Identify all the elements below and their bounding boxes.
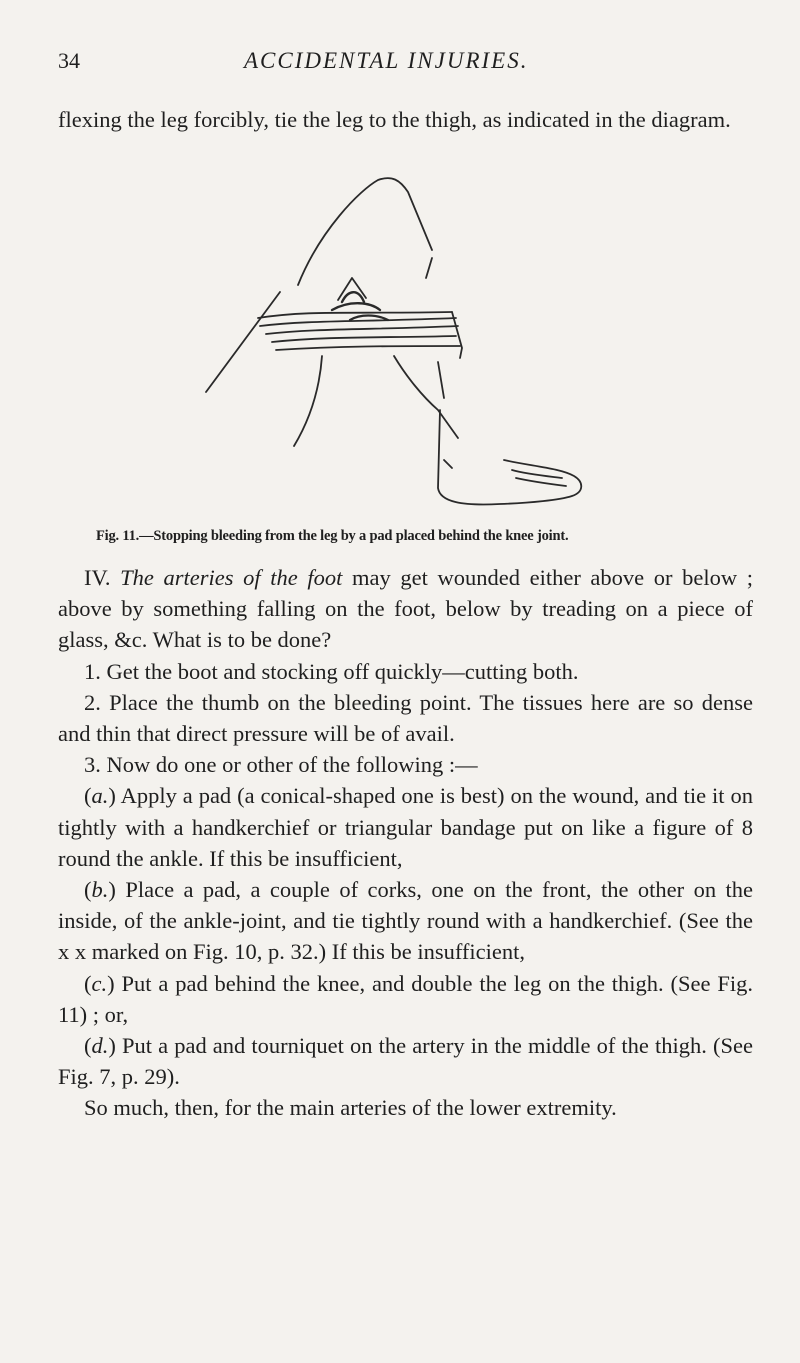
option-label: c. xyxy=(91,970,108,996)
option-a: (a.) Apply a pad (a conical-shaped one is best) on the wound, and tie it on tightly with a handkerchief or triangular bandage put on like a figure of 8 round the ankle. If this be insufficient, xyxy=(58,783,753,871)
step-number: 1. xyxy=(84,658,101,684)
section-title: The arteries of the foot xyxy=(120,565,343,590)
step-text: Place the thumb on the bleeding point. The tissues here are so dense and thin that direct pressure will be of avail. xyxy=(58,689,754,747)
section-text: may get wounded either above or below ; above by something falling on the foot, below by treading on a piece of glass, &c. What is to be done? xyxy=(58,565,754,653)
page-number: 34 xyxy=(58,48,80,73)
step-1 xyxy=(58,656,753,687)
step-number: 2. xyxy=(84,689,101,715)
figure-illustration xyxy=(200,170,620,520)
step-2 xyxy=(58,687,753,749)
closing-paragraph: So much, then, for the main arteries of the lower extremity. xyxy=(84,1095,617,1121)
page-header xyxy=(58,48,748,88)
section-number: IV. xyxy=(84,565,111,590)
option-b: (b.) Place a pad, a couple of corks, one on the front, the other on the inside, of the ankle-joint, and tie tightly round with a handkerchief. (See the x x marked on Fig. 10, p. 32.) If this be insufficient, xyxy=(58,877,753,965)
step-text: Get the boot and stocking off quickly—cutting both. xyxy=(106,658,579,684)
option-label: a. xyxy=(91,783,109,809)
leg-diagram xyxy=(200,170,620,520)
option-text: Place a pad, a couple of corks, one on the front, the other on the inside, of the ankle-joint, and tie tightly round with a handkerchief. (See the x x marked on Fig. 10, p. 32.) If this be insufficient, xyxy=(58,877,753,965)
option-d: (d.) Put a pad and tourniquet on the artery in the middle of the thigh. (See Fig. 7, p. 29). xyxy=(58,1033,753,1090)
figure-caption: Fig. 11.—Stopping bleeding from the leg by a pad placed behind the knee joint. xyxy=(96,528,569,544)
section-paragraph xyxy=(58,562,753,656)
step-number: 3. xyxy=(84,752,101,778)
step-3 xyxy=(58,749,753,780)
option-text: Apply a pad (a conical-shaped one is best) on the wound, and tie it on tightly with a handkerchief or triangular bandage put on like a figure of 8 round the ankle. If this be insufficient, xyxy=(58,783,753,871)
running-head: ACCIDENTAL INJURIES. xyxy=(244,48,529,73)
body-text xyxy=(58,562,753,1124)
option-label: b. xyxy=(91,877,109,903)
intro-paragraph: flexing the leg forcibly, tie the leg to the thigh, as indicated in the diagram. xyxy=(58,107,731,132)
option-text: Put a pad and tourniquet on the artery in the middle of the thigh. (See Fig. 7, p. 29). xyxy=(58,1033,753,1090)
option-text: Put a pad behind the knee, and double the leg on the thigh. (See Fig. 11) ; or, xyxy=(58,970,753,1027)
option-label: d. xyxy=(91,1033,109,1059)
option-c: (c.) Put a pad behind the knee, and double the leg on the thigh. (See Fig. 11) ; or, xyxy=(58,970,753,1027)
step-text: Now do one or other of the following :— xyxy=(106,752,478,778)
